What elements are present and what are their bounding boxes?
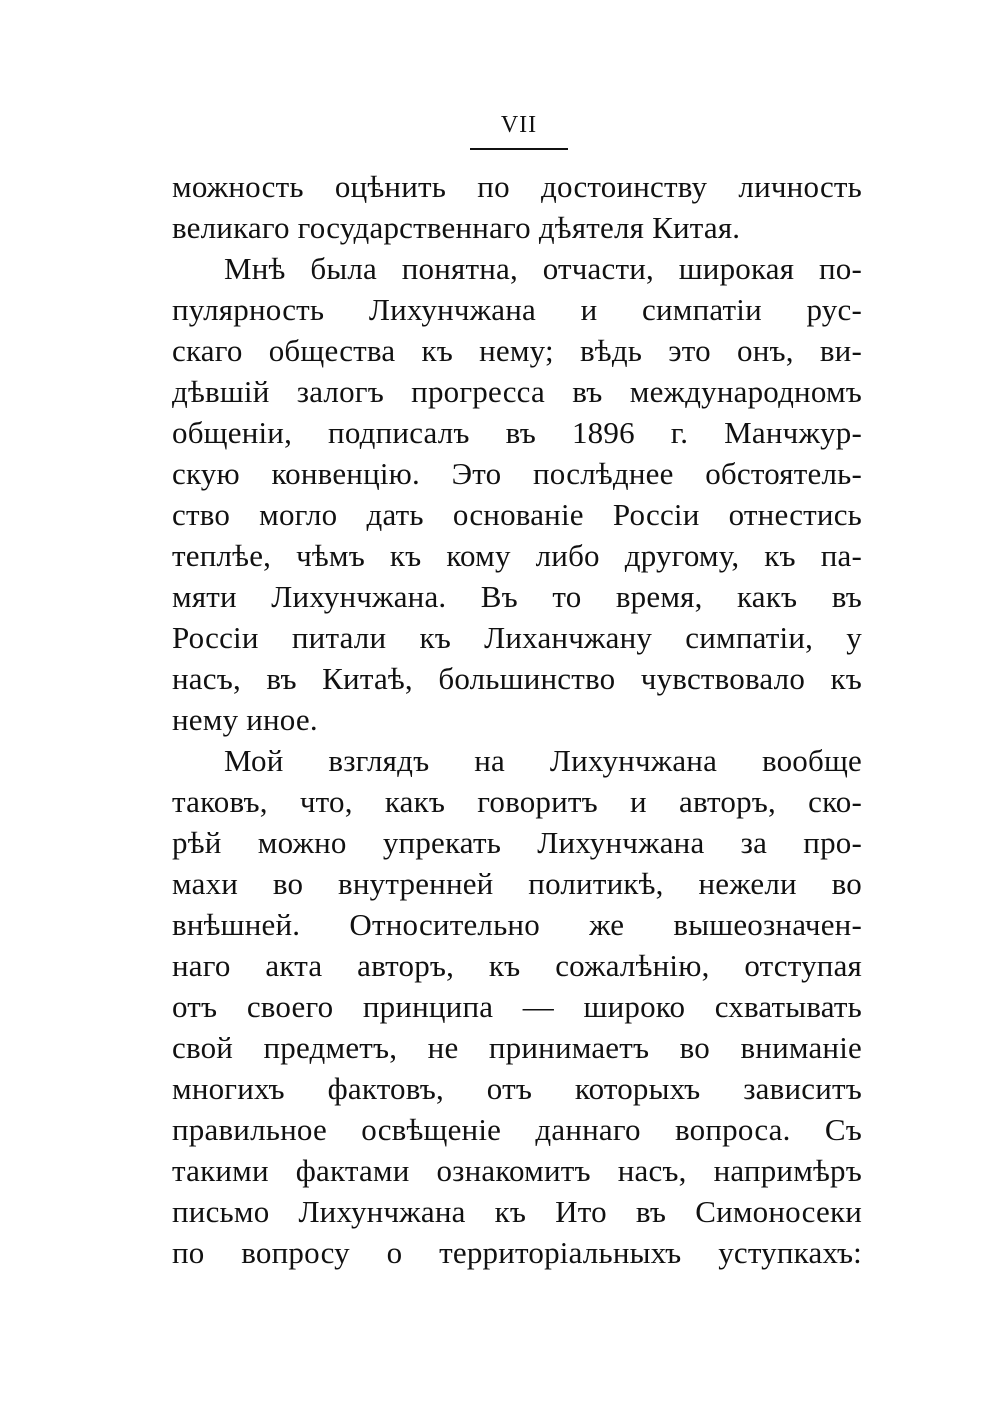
- text-line: правильное освѣщеніе даннаго вопроса. Съ: [172, 1112, 862, 1147]
- text-line: внѣшней. Относительно же вышеозначен-: [172, 907, 862, 942]
- text-line: можность оцѣнить по достоинству личность: [172, 169, 862, 204]
- page-number: VII: [500, 112, 538, 138]
- text-line: рѣй можно упрекать Лихунчжана за про-: [172, 825, 862, 860]
- text-line: махи во внутренней политикѣ, нежели во: [172, 866, 862, 901]
- text-line: свой предметъ, не принимаетъ во вниманіе: [172, 1030, 862, 1065]
- text-line: таковъ, что, какъ говоритъ и авторъ, ско-: [172, 784, 862, 819]
- text-line: письмо Лихунчжана къ Ито въ Симоносеки: [172, 1194, 862, 1229]
- text-line: многихъ фактовъ, отъ которыхъ зависитъ: [172, 1071, 862, 1106]
- text-line: дѣвшій залогъ прогресса въ международномъ: [172, 374, 862, 409]
- text-line: общеніи, подписалъ въ 1896 г. Манчжур-: [172, 415, 862, 450]
- text-line: скую конвенцію. Это послѣднее обстоятель-: [172, 456, 862, 491]
- text-line: нему иное.: [172, 702, 318, 737]
- text-line: насъ, въ Китаѣ, большинство чувствовало къ: [172, 661, 862, 696]
- text-line: великаго государственнаго дѣятеля Китая.: [172, 210, 741, 245]
- text-line: теплѣе, чѣмъ къ кому либо другому, къ па-: [172, 538, 862, 573]
- text-line: наго акта авторъ, къ сожалѣнію, отступая: [172, 948, 862, 983]
- text-line: пулярность Лихунчжана и симпатіи рус-: [172, 292, 862, 327]
- text-line: Мнѣ была понятна, отчасти, широкая по-: [224, 251, 862, 286]
- text-line: такими фактами ознакомитъ насъ, напримѣръ: [172, 1153, 862, 1188]
- text-line: мяти Лихунчжана. Въ то время, какъ въ: [172, 579, 862, 614]
- text-line: по вопросу о территоріальныхъ уступкахъ:: [172, 1235, 862, 1270]
- page-number-rule: [470, 148, 568, 150]
- text-line: Мой взглядъ на Лихунчжана вообще: [224, 743, 862, 778]
- body-text: [172, 166, 862, 1273]
- text-line: Россіи питали къ Лиханчжану симпатіи, у: [172, 620, 862, 655]
- text-line: отъ своего принципа — широко схватывать: [172, 989, 862, 1024]
- text-line: ство могло дать основаніе Россіи отнестись: [172, 497, 862, 532]
- text-line: скаго общества къ нему; вѣдь это онъ, ви-: [172, 333, 862, 368]
